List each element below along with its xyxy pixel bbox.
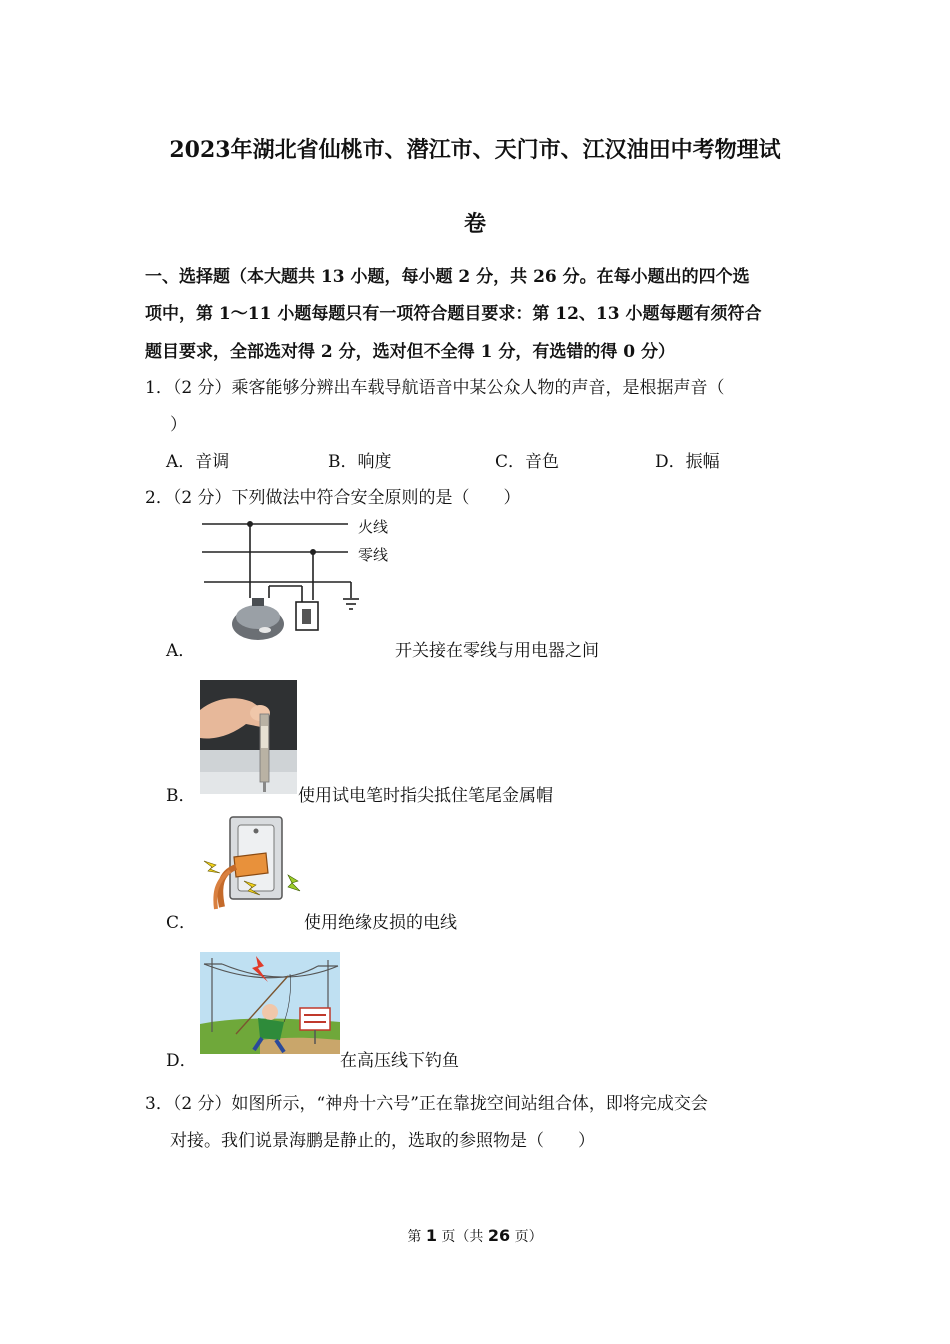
- question-3-stem: 3．（2 分）如图所示，“神舟十六号”正在靠拢空间站组合体，即将完成交会: [145, 1094, 708, 1114]
- footer-suffix: 页）: [510, 1229, 543, 1245]
- section-heading-line-1: 一、选择题（本大题共 13 小题，每小题 2 分，共 26 分。在每小题出的四个选: [145, 267, 750, 287]
- question-2-option-b-text: 使用试电笔时指尖抵住笔尾金属帽: [298, 786, 553, 806]
- circuit-diagram-figure: [196, 512, 400, 646]
- question-2-option-c-label: C．: [166, 913, 197, 933]
- question-2-option-d-text: 在高压线下钓鱼: [340, 1051, 459, 1071]
- fire-wire-label: 火线: [358, 518, 389, 536]
- question-2-option-d-label: D．: [166, 1051, 197, 1071]
- question-1-option-c: C．音色: [495, 452, 560, 472]
- question-2-option-a-label: A．: [166, 641, 196, 661]
- section-heading-line-3: 题目要求，全部选对得 2 分，选对但不全得 1 分，有选错的得 0 分）: [145, 342, 675, 362]
- neutral-wire-label: 零线: [358, 546, 389, 564]
- question-2-stem: 2．（2 分）下列做法中符合安全原则的是（ ）: [145, 488, 521, 508]
- footer-total-pages: 26: [487, 1226, 511, 1245]
- question-1-option-a: A．音调: [166, 452, 230, 472]
- test-pen-photo: [200, 680, 297, 794]
- question-1-stem-continued: ）: [170, 415, 187, 435]
- question-2-option-b-label: B．: [166, 786, 196, 806]
- question-1-option-b: B．响度: [328, 452, 392, 472]
- fishing-under-power-lines-picture: [200, 952, 340, 1054]
- question-2-option-a-text: 开关接在零线与用电器之间: [395, 641, 599, 661]
- question-2-option-c-text: 使用绝缘皮损的电线: [304, 913, 457, 933]
- question-1-option-d: D．振幅: [655, 452, 720, 472]
- section-heading-line-2: 项中，第 1～11 小题每题只有一项符合题目要求：第 12、13 小题每题有须符合: [145, 304, 762, 324]
- footer-prefix: 第: [407, 1229, 426, 1245]
- question-1-stem: 1．（2 分）乘客能够分辨出车载导航语音中某公众人物的声音，是根据声音（: [145, 378, 725, 398]
- page-footer: [0, 1226, 950, 1246]
- footer-middle: 页（共: [436, 1229, 488, 1245]
- damaged-plug-picture: [200, 815, 304, 913]
- question-3-stem-continued: 对接。我们说景海鹏是静止的，选取的参照物是（ ）: [170, 1131, 595, 1151]
- page-title-continued: 卷: [463, 211, 486, 237]
- page-title: 2023年湖北省仙桃市、潜江市、天门市、江汉油田中考物理试: [169, 137, 781, 163]
- footer-page-number: 1: [425, 1226, 437, 1245]
